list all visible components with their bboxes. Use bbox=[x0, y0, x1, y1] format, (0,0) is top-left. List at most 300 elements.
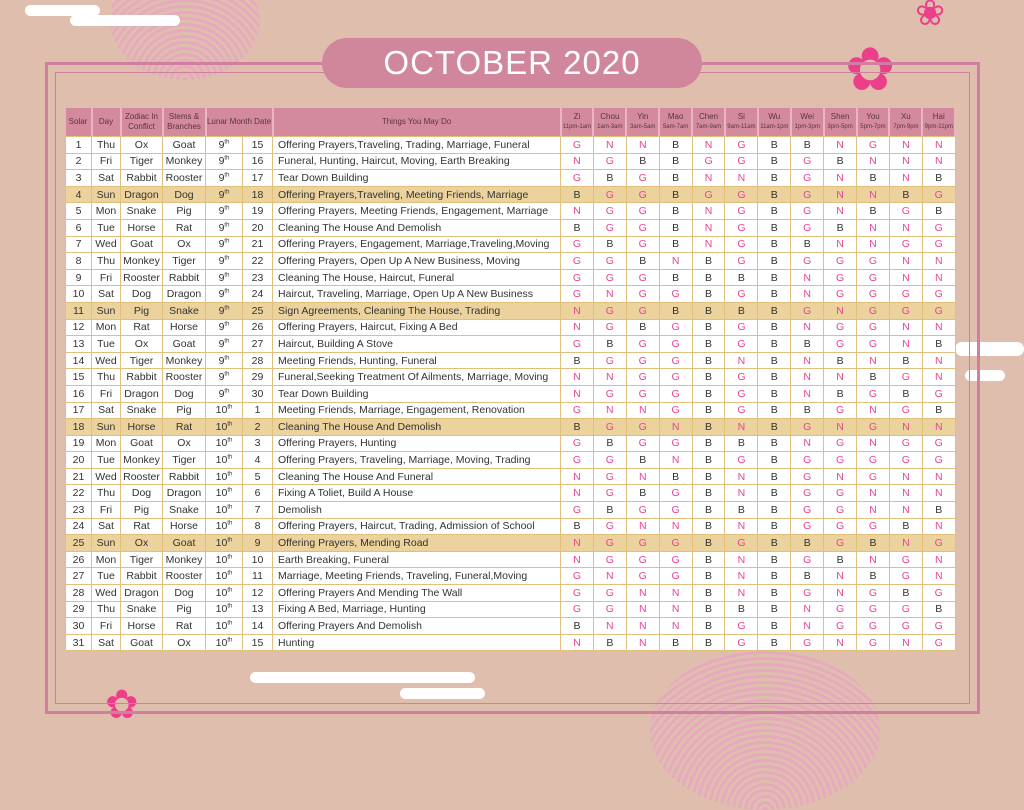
zodiac-conflict: Goat bbox=[121, 435, 163, 452]
hour-rating-wu: B bbox=[758, 369, 791, 386]
hour-rating-chou: G bbox=[593, 352, 626, 369]
hour-rating-wu: B bbox=[758, 236, 791, 253]
hour-rating-zi: G bbox=[561, 435, 594, 452]
hour-rating-shen: G bbox=[824, 336, 857, 353]
weekday: Sun bbox=[92, 186, 121, 203]
lunar-date: 15 bbox=[243, 137, 273, 154]
hour-rating-wei: G bbox=[791, 551, 824, 568]
table-row bbox=[66, 402, 956, 419]
hour-rating-mao: B bbox=[659, 137, 692, 154]
lunar-month bbox=[206, 319, 243, 336]
lunar-month bbox=[206, 419, 243, 436]
hour-range: 9pm-11pm bbox=[924, 124, 953, 130]
hour-rating-xu: G bbox=[889, 302, 922, 319]
hour-rating-xu: N bbox=[889, 253, 922, 270]
table-row bbox=[66, 601, 956, 618]
solar-date: 11 bbox=[66, 302, 92, 319]
hour-rating-chen: N bbox=[692, 170, 725, 187]
hour-rating-chou: B bbox=[593, 634, 626, 651]
header-hour-you bbox=[857, 108, 890, 137]
hour-rating-you: G bbox=[857, 336, 890, 353]
table-row bbox=[66, 502, 956, 519]
lunar-date: 2 bbox=[243, 419, 273, 436]
hour-rating-si: G bbox=[725, 253, 758, 270]
hour-rating-zi: G bbox=[561, 568, 594, 585]
hour-rating-xu: B bbox=[889, 186, 922, 203]
table-row bbox=[66, 452, 956, 469]
lunar-month-suffix: th bbox=[224, 388, 230, 395]
hour-rating-shen: G bbox=[824, 269, 857, 286]
table-row bbox=[66, 319, 956, 336]
hour-rating-chou: B bbox=[593, 502, 626, 519]
hour-rating-xu: G bbox=[889, 402, 922, 419]
hour-rating-you: G bbox=[857, 253, 890, 270]
stems-branches: Monkey bbox=[163, 153, 206, 170]
hour-rating-hai: B bbox=[922, 502, 955, 519]
lunar-month-number: 9 bbox=[218, 304, 225, 317]
hour-rating-wei: G bbox=[791, 203, 824, 220]
hour-rating-chen: B bbox=[692, 269, 725, 286]
lunar-month-suffix: th bbox=[227, 570, 233, 577]
lunar-month-number: 9 bbox=[218, 288, 225, 301]
lunar-month-number: 10 bbox=[215, 503, 228, 516]
header-hour-shen bbox=[824, 108, 857, 137]
hour-rating-xu: G bbox=[889, 618, 922, 635]
stems-branches: Rooster bbox=[163, 170, 206, 187]
weekday: Tue bbox=[92, 452, 121, 469]
zodiac-conflict: Pig bbox=[121, 302, 163, 319]
hour-rating-hai: N bbox=[922, 352, 955, 369]
weekday: Sat bbox=[92, 518, 121, 535]
hour-rating-chen: B bbox=[692, 336, 725, 353]
solar-date: 13 bbox=[66, 336, 92, 353]
hour-rating-shen: N bbox=[824, 203, 857, 220]
hour-rating-si: N bbox=[725, 468, 758, 485]
hour-rating-chen: B bbox=[692, 618, 725, 635]
lunar-month-number: 10 bbox=[215, 570, 228, 583]
table-row bbox=[66, 518, 956, 535]
lunar-month-suffix: th bbox=[224, 139, 230, 146]
hour-rating-wei: B bbox=[791, 535, 824, 552]
hour-rating-mao: N bbox=[659, 585, 692, 602]
hour-rating-si: G bbox=[725, 535, 758, 552]
hour-range: 3am-5am bbox=[630, 124, 656, 130]
hour-rating-hai: G bbox=[922, 302, 955, 319]
hour-rating-shen: B bbox=[824, 219, 857, 236]
things-to-do: Offering Prayers, Hunting bbox=[273, 435, 561, 452]
header-lunar: Lunar Month Date bbox=[206, 108, 273, 137]
hour-rating-hai: N bbox=[922, 269, 955, 286]
zodiac-conflict: Horse bbox=[121, 419, 163, 436]
hour-rating-shen: G bbox=[824, 286, 857, 303]
stems-branches: Rat bbox=[163, 219, 206, 236]
hour-rating-zi: G bbox=[561, 502, 594, 519]
header-hour-xu bbox=[889, 108, 922, 137]
hour-rating-mao: B bbox=[659, 219, 692, 236]
lunar-month-suffix: th bbox=[227, 603, 233, 610]
lunar-month bbox=[206, 253, 243, 270]
hour-rating-shen: N bbox=[824, 186, 857, 203]
weekday: Sat bbox=[92, 286, 121, 303]
hour-rating-mao: G bbox=[659, 435, 692, 452]
hour-rating-chen: N bbox=[692, 203, 725, 220]
hour-rating-wei: G bbox=[791, 219, 824, 236]
table-row bbox=[66, 485, 956, 502]
lunar-date: 28 bbox=[243, 352, 273, 369]
hour-range: 11am-1pm bbox=[760, 124, 789, 130]
hour-rating-shen: G bbox=[824, 535, 857, 552]
solar-date: 24 bbox=[66, 518, 92, 535]
lunar-month-suffix: th bbox=[227, 454, 233, 461]
stems-branches: Dragon bbox=[163, 286, 206, 303]
hour-rating-wu: B bbox=[758, 137, 791, 154]
hour-rating-yin: G bbox=[626, 352, 659, 369]
zodiac-conflict: Ox bbox=[121, 137, 163, 154]
hour-rating-you: N bbox=[857, 153, 890, 170]
lunar-month-suffix: th bbox=[227, 520, 233, 527]
hour-rating-xu: N bbox=[889, 468, 922, 485]
weekday: Sun bbox=[92, 419, 121, 436]
hour-rating-wei: G bbox=[791, 186, 824, 203]
hour-rating-chou: G bbox=[593, 468, 626, 485]
hour-rating-mao: B bbox=[659, 468, 692, 485]
hour-name: Chou bbox=[600, 112, 620, 121]
hour-rating-hai: G bbox=[922, 286, 955, 303]
table-row bbox=[66, 269, 956, 286]
zodiac-conflict: Pig bbox=[121, 502, 163, 519]
lunar-month bbox=[206, 302, 243, 319]
weekday: Tue bbox=[92, 568, 121, 585]
hour-rating-zi: B bbox=[561, 618, 594, 635]
stems-branches: Monkey bbox=[163, 551, 206, 568]
hour-range: 5pm-7pm bbox=[860, 124, 886, 130]
hour-rating-si: G bbox=[725, 634, 758, 651]
stems-branches: Rat bbox=[163, 419, 206, 436]
things-to-do: Offering Prayers, Meeting Friends, Engagement, Marriage bbox=[273, 203, 561, 220]
hour-rating-shen: G bbox=[824, 485, 857, 502]
hour-rating-mao: G bbox=[659, 369, 692, 386]
hour-rating-xu: G bbox=[889, 551, 922, 568]
header-zodiac: Zodiac In Conflict bbox=[121, 108, 163, 137]
hour-rating-you: B bbox=[857, 568, 890, 585]
solar-date: 18 bbox=[66, 419, 92, 436]
hour-rating-chou: B bbox=[593, 336, 626, 353]
hour-rating-shen: N bbox=[824, 634, 857, 651]
zodiac-conflict: Snake bbox=[121, 203, 163, 220]
hour-rating-chou: B bbox=[593, 236, 626, 253]
hour-rating-shen: G bbox=[824, 253, 857, 270]
weekday: Mon bbox=[92, 319, 121, 336]
hour-rating-chen: N bbox=[692, 137, 725, 154]
hour-name: Si bbox=[737, 112, 745, 121]
lunar-month-number: 9 bbox=[218, 238, 225, 251]
table-row bbox=[66, 236, 956, 253]
lunar-month-suffix: th bbox=[227, 404, 233, 411]
hour-name: Hai bbox=[932, 112, 945, 121]
hour-rating-hai: G bbox=[922, 618, 955, 635]
zodiac-conflict: Dragon bbox=[121, 585, 163, 602]
hour-rating-hai: G bbox=[922, 452, 955, 469]
hour-rating-wu: B bbox=[758, 170, 791, 187]
stems-branches: Rooster bbox=[163, 568, 206, 585]
hour-rating-chou: G bbox=[593, 253, 626, 270]
table-row bbox=[66, 369, 956, 386]
hour-rating-si: N bbox=[725, 568, 758, 585]
hour-rating-you: B bbox=[857, 369, 890, 386]
hour-rating-chou: N bbox=[593, 568, 626, 585]
hour-rating-yin: G bbox=[626, 369, 659, 386]
hour-rating-yin: G bbox=[626, 286, 659, 303]
hour-rating-wu: B bbox=[758, 502, 791, 519]
hour-rating-si: N bbox=[725, 352, 758, 369]
lunar-date: 17 bbox=[243, 170, 273, 187]
hour-range: 7am-9am bbox=[695, 124, 722, 130]
table-body bbox=[66, 137, 956, 651]
header-hour-chou bbox=[593, 108, 626, 137]
table-row bbox=[66, 186, 956, 203]
hour-rating-hai: N bbox=[922, 153, 955, 170]
hour-rating-hai: B bbox=[922, 170, 955, 187]
lunar-month-number: 9 bbox=[218, 271, 225, 284]
hour-rating-shen: G bbox=[824, 319, 857, 336]
zodiac-conflict: Snake bbox=[121, 601, 163, 618]
hour-rating-xu: N bbox=[889, 336, 922, 353]
lunar-month bbox=[206, 518, 243, 535]
lunar-month-number: 9 bbox=[218, 321, 225, 334]
lunar-month-suffix: th bbox=[224, 205, 230, 212]
hour-rating-yin: N bbox=[626, 518, 659, 535]
table-row bbox=[66, 336, 956, 353]
lunar-date: 21 bbox=[243, 236, 273, 253]
hour-rating-wu: B bbox=[758, 269, 791, 286]
hour-rating-si: G bbox=[725, 369, 758, 386]
hour-rating-you: G bbox=[857, 618, 890, 635]
weekday: Sat bbox=[92, 402, 121, 419]
solar-date: 14 bbox=[66, 352, 92, 369]
solar-date: 8 bbox=[66, 253, 92, 270]
hour-rating-chen: B bbox=[692, 585, 725, 602]
hour-rating-xu: B bbox=[889, 352, 922, 369]
hour-rating-wei: N bbox=[791, 369, 824, 386]
hour-rating-zi: G bbox=[561, 253, 594, 270]
hour-rating-si: N bbox=[725, 170, 758, 187]
hour-rating-chou: N bbox=[593, 369, 626, 386]
solar-date: 6 bbox=[66, 219, 92, 236]
hour-rating-chen: B bbox=[692, 253, 725, 270]
hour-rating-yin: B bbox=[626, 319, 659, 336]
weekday: Sun bbox=[92, 302, 121, 319]
hour-rating-mao: B bbox=[659, 170, 692, 187]
lunar-month-number: 10 bbox=[215, 487, 228, 500]
hour-rating-you: N bbox=[857, 352, 890, 369]
hour-rating-wu: B bbox=[758, 601, 791, 618]
header-day: Day bbox=[92, 108, 121, 137]
hour-rating-wei: G bbox=[791, 302, 824, 319]
hour-rating-chen: G bbox=[692, 186, 725, 203]
things-to-do: Hunting bbox=[273, 634, 561, 651]
lunar-month-number: 10 bbox=[215, 586, 228, 599]
hour-rating-hai: B bbox=[922, 203, 955, 220]
things-to-do: Sign Agreements, Cleaning The House, Trading bbox=[273, 302, 561, 319]
lunar-month bbox=[206, 352, 243, 369]
header-hour-yin bbox=[626, 108, 659, 137]
solar-date: 20 bbox=[66, 452, 92, 469]
hour-rating-zi: N bbox=[561, 369, 594, 386]
table-row bbox=[66, 302, 956, 319]
hour-rating-zi: G bbox=[561, 601, 594, 618]
hour-rating-xu: N bbox=[889, 502, 922, 519]
hour-rating-shen: N bbox=[824, 170, 857, 187]
hour-rating-wu: B bbox=[758, 518, 791, 535]
hour-rating-zi: G bbox=[561, 286, 594, 303]
hour-rating-si: G bbox=[725, 402, 758, 419]
hour-rating-shen: G bbox=[824, 452, 857, 469]
hour-rating-chen: B bbox=[692, 535, 725, 552]
hour-rating-yin: G bbox=[626, 236, 659, 253]
zodiac-conflict: Dog bbox=[121, 286, 163, 303]
hour-rating-wu: B bbox=[758, 485, 791, 502]
hour-rating-chou: G bbox=[593, 219, 626, 236]
hour-rating-zi: N bbox=[561, 551, 594, 568]
hour-rating-mao: G bbox=[659, 568, 692, 585]
hour-rating-wei: G bbox=[791, 253, 824, 270]
hour-rating-chou: N bbox=[593, 402, 626, 419]
hour-rating-hai: G bbox=[922, 236, 955, 253]
hour-rating-hai: G bbox=[922, 535, 955, 552]
lunar-month-suffix: th bbox=[224, 222, 230, 229]
hour-rating-wei: N bbox=[791, 286, 824, 303]
hour-rating-chen: B bbox=[692, 435, 725, 452]
lunar-date: 30 bbox=[243, 385, 273, 402]
lunar-month bbox=[206, 535, 243, 552]
hour-rating-yin: N bbox=[626, 601, 659, 618]
stems-branches: Dog bbox=[163, 385, 206, 402]
lunar-month-number: 10 bbox=[215, 636, 228, 649]
lunar-month-number: 10 bbox=[215, 603, 228, 616]
hour-rating-shen: G bbox=[824, 502, 857, 519]
hour-rating-yin: G bbox=[626, 535, 659, 552]
hour-rating-shen: G bbox=[824, 402, 857, 419]
table-row bbox=[66, 585, 956, 602]
lunar-month bbox=[206, 153, 243, 170]
hour-rating-wei: G bbox=[791, 452, 824, 469]
hour-rating-wu: B bbox=[758, 452, 791, 469]
hour-rating-wu: B bbox=[758, 352, 791, 369]
hour-rating-yin: G bbox=[626, 551, 659, 568]
weekday: Tue bbox=[92, 336, 121, 353]
hour-rating-yin: B bbox=[626, 485, 659, 502]
hour-rating-hai: G bbox=[922, 634, 955, 651]
hour-rating-zi: B bbox=[561, 186, 594, 203]
hour-rating-mao: B bbox=[659, 153, 692, 170]
zodiac-conflict: Ox bbox=[121, 535, 163, 552]
hour-rating-chen: B bbox=[692, 518, 725, 535]
lunar-date: 9 bbox=[243, 535, 273, 552]
hour-rating-hai: N bbox=[922, 468, 955, 485]
hour-rating-wei: G bbox=[791, 518, 824, 535]
hour-rating-chou: G bbox=[593, 385, 626, 402]
weekday: Thu bbox=[92, 137, 121, 154]
things-to-do: Offering Prayers,Traveling, Meeting Friends, Marriage bbox=[273, 186, 561, 203]
hour-rating-you: G bbox=[857, 419, 890, 436]
hour-rating-mao: G bbox=[659, 319, 692, 336]
hour-rating-chou: G bbox=[593, 585, 626, 602]
lunar-month-suffix: th bbox=[224, 155, 230, 162]
hour-rating-zi: N bbox=[561, 203, 594, 220]
table-row bbox=[66, 385, 956, 402]
hour-rating-mao: G bbox=[659, 502, 692, 519]
hour-rating-chen: B bbox=[692, 369, 725, 386]
hour-rating-yin: G bbox=[626, 419, 659, 436]
lunar-month bbox=[206, 551, 243, 568]
lunar-month bbox=[206, 137, 243, 154]
hour-rating-shen: G bbox=[824, 518, 857, 535]
hour-rating-hai: G bbox=[922, 219, 955, 236]
hour-rating-shen: B bbox=[824, 551, 857, 568]
hour-rating-si: G bbox=[725, 618, 758, 635]
hour-rating-wei: N bbox=[791, 319, 824, 336]
things-to-do: Offering Prayers, Traveling, Marriage, Moving, Trading bbox=[273, 452, 561, 469]
table-row bbox=[66, 419, 956, 436]
hour-rating-shen: N bbox=[824, 369, 857, 386]
lunar-month bbox=[206, 402, 243, 419]
hour-rating-you: G bbox=[857, 302, 890, 319]
hour-rating-you: N bbox=[857, 402, 890, 419]
stems-branches: Pig bbox=[163, 402, 206, 419]
lunar-date: 25 bbox=[243, 302, 273, 319]
table-row bbox=[66, 568, 956, 585]
hour-rating-chou: G bbox=[593, 535, 626, 552]
hour-rating-you: G bbox=[857, 601, 890, 618]
lunar-date: 1 bbox=[243, 402, 273, 419]
lunar-date: 3 bbox=[243, 435, 273, 452]
zodiac-conflict: Rat bbox=[121, 319, 163, 336]
hour-rating-wei: G bbox=[791, 634, 824, 651]
hour-rating-zi: N bbox=[561, 153, 594, 170]
lunar-date: 8 bbox=[243, 518, 273, 535]
header-hour-wu bbox=[758, 108, 791, 137]
hour-rating-xu: N bbox=[889, 419, 922, 436]
hour-range: 9am-11am bbox=[727, 124, 756, 130]
hour-rating-mao: N bbox=[659, 253, 692, 270]
hour-rating-yin: G bbox=[626, 203, 659, 220]
hour-rating-wei: N bbox=[791, 601, 824, 618]
things-to-do: Earth Breaking, Funeral bbox=[273, 551, 561, 568]
hour-rating-mao: G bbox=[659, 402, 692, 419]
hour-rating-si: G bbox=[725, 203, 758, 220]
table-row bbox=[66, 435, 956, 452]
header-row bbox=[66, 108, 956, 137]
hour-rating-xu: B bbox=[889, 385, 922, 402]
weekday: Wed bbox=[92, 236, 121, 253]
hour-rating-xu: N bbox=[889, 137, 922, 154]
hour-name: Shen bbox=[830, 112, 850, 121]
solar-date: 12 bbox=[66, 319, 92, 336]
lunar-month-suffix: th bbox=[227, 620, 233, 627]
weekday: Sat bbox=[92, 170, 121, 187]
hour-rating-mao: B bbox=[659, 203, 692, 220]
hour-rating-xu: G bbox=[889, 568, 922, 585]
zodiac-conflict: Dragon bbox=[121, 186, 163, 203]
lunar-date: 12 bbox=[243, 585, 273, 602]
hour-rating-xu: N bbox=[889, 319, 922, 336]
solar-date: 7 bbox=[66, 236, 92, 253]
hour-rating-hai: N bbox=[922, 369, 955, 386]
lunar-month-number: 10 bbox=[215, 470, 228, 483]
lunar-month-suffix: th bbox=[224, 189, 230, 196]
things-to-do: Cleaning The House And Funeral bbox=[273, 468, 561, 485]
lunar-month-number: 10 bbox=[215, 520, 228, 533]
